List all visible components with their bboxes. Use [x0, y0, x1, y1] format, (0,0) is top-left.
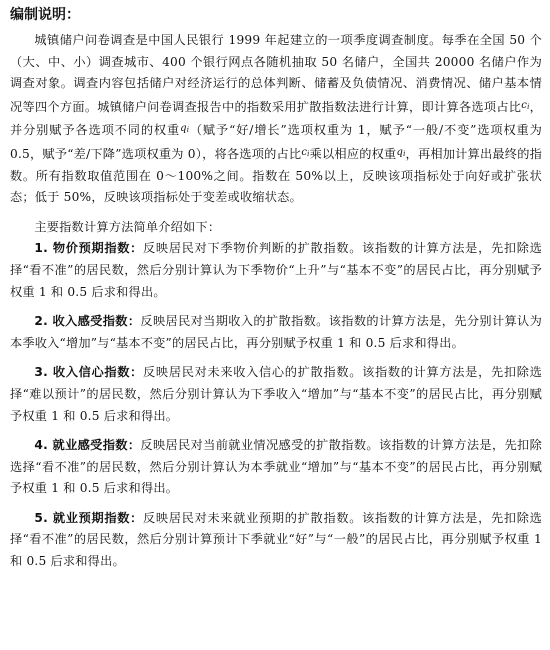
intro-text-e: ，再相加计算出最终的指数。所有指数取值范围在 0～100%之间。指数在 50%以上，反映该项指标处于向好或扩张状态；低于 50%，反映该项指标处于变差或收缩状态。 [10, 146, 543, 205]
intro-text-c: （赋予“好/增长”选项权重为 1，赋予“一般/不变”选项权重为 0.5，赋予“差/下降”选项权重为 0），将各选项的占比 [10, 123, 542, 161]
item-text: 反映居民对未来收入信心的扩散指数。该指数的计算方法是，先扣除选择“难以预计”的居民数，然后分别计算认为下季收入“增加”与“基本不变”的居民占比，再分别赋予权重 1 和 0.5 后求和得出。 [10, 365, 542, 423]
item-employment-perception [10, 435, 542, 500]
spacer [10, 209, 542, 217]
variable-q-i-2: qi [396, 146, 406, 158]
spacer [10, 500, 542, 508]
spacer [10, 427, 542, 435]
spacer [10, 303, 542, 311]
item-term: 5. 就业预期指数： [34, 510, 144, 525]
spacer [10, 354, 542, 362]
intro-paragraph [10, 30, 542, 209]
item-income-confidence [10, 362, 542, 427]
item-term: 1. 物价预期指数： [34, 241, 144, 256]
section-heading: 编制说明： [10, 7, 80, 23]
item-text: 反映居民对当期收入的扩散指数。该指数的计算方法是，先分别计算认为本季收入“增加”与“基本不变”的居民占比，再分别赋予权重 1 和 0.5 后求和得出。 [10, 314, 542, 350]
intro-text-d: 乘以相应的权重 [309, 146, 397, 161]
item-term: 2. 收入感受指数： [34, 314, 141, 329]
item-text: 反映居民对当前就业情况感受的扩散指数。该指数的计算方法是，先扣除选择“看不准”的居民数，然后分别计算认为本季就业“增加”与“基本不变”的居民占比，再分别赋予权重 1 和 0.5 后求和得出。 [10, 438, 542, 496]
item-term: 3. 收入信心指数： [34, 365, 144, 380]
item-income-perception [10, 311, 542, 354]
item-text: 反映居民对未来就业预期的扩散指数。该指数的计算方法是，先扣除选择“看不准”的居民数，然后分别计算预计下季就业“好”与“一般”的居民占比，再分别赋予权重 1 和 0.5 后求和得出。 [10, 510, 542, 569]
variable-q-i: qi [180, 123, 190, 135]
item-term: 4. 就业感受指数： [34, 438, 141, 453]
item-text: 反映居民对下季物价判断的扩散指数。该指数的计算方法是，先扣除选择“看不准”的居民数，然后分别计算认为下季物价“上升”与“基本不变”的居民占比，再分别赋予权重 1 和 0.5 后求和得出。 [10, 241, 542, 299]
intro-text-b: ，并分别赋予各选项不同的权重 [10, 99, 543, 138]
item-employment-expectation [10, 508, 542, 573]
variable-c-i: ci [521, 99, 530, 111]
item-price-expectation [10, 238, 542, 303]
variable-c-i-2: ci [301, 146, 310, 158]
intro-text-a: 城镇储户问卷调查是中国人民银行 1999 年起建立的一项季度调查制度。每季在全国 50 个（大、中、小）调查城市、400 个银行网点各随机抽取 50 名储户，全国共 20000 名储户作为调查对象。调查内容包括储户对经济运行的总体判断、储蓄及负债情况、消费情况、储户基本情况等四个方面。城镇储户问卷调查报告中的指数采用扩散指数法进行计算，即计算各选项占比 [10, 33, 542, 114]
lead-paragraph: 主要指数计算方法简单介绍如下： [34, 219, 221, 234]
